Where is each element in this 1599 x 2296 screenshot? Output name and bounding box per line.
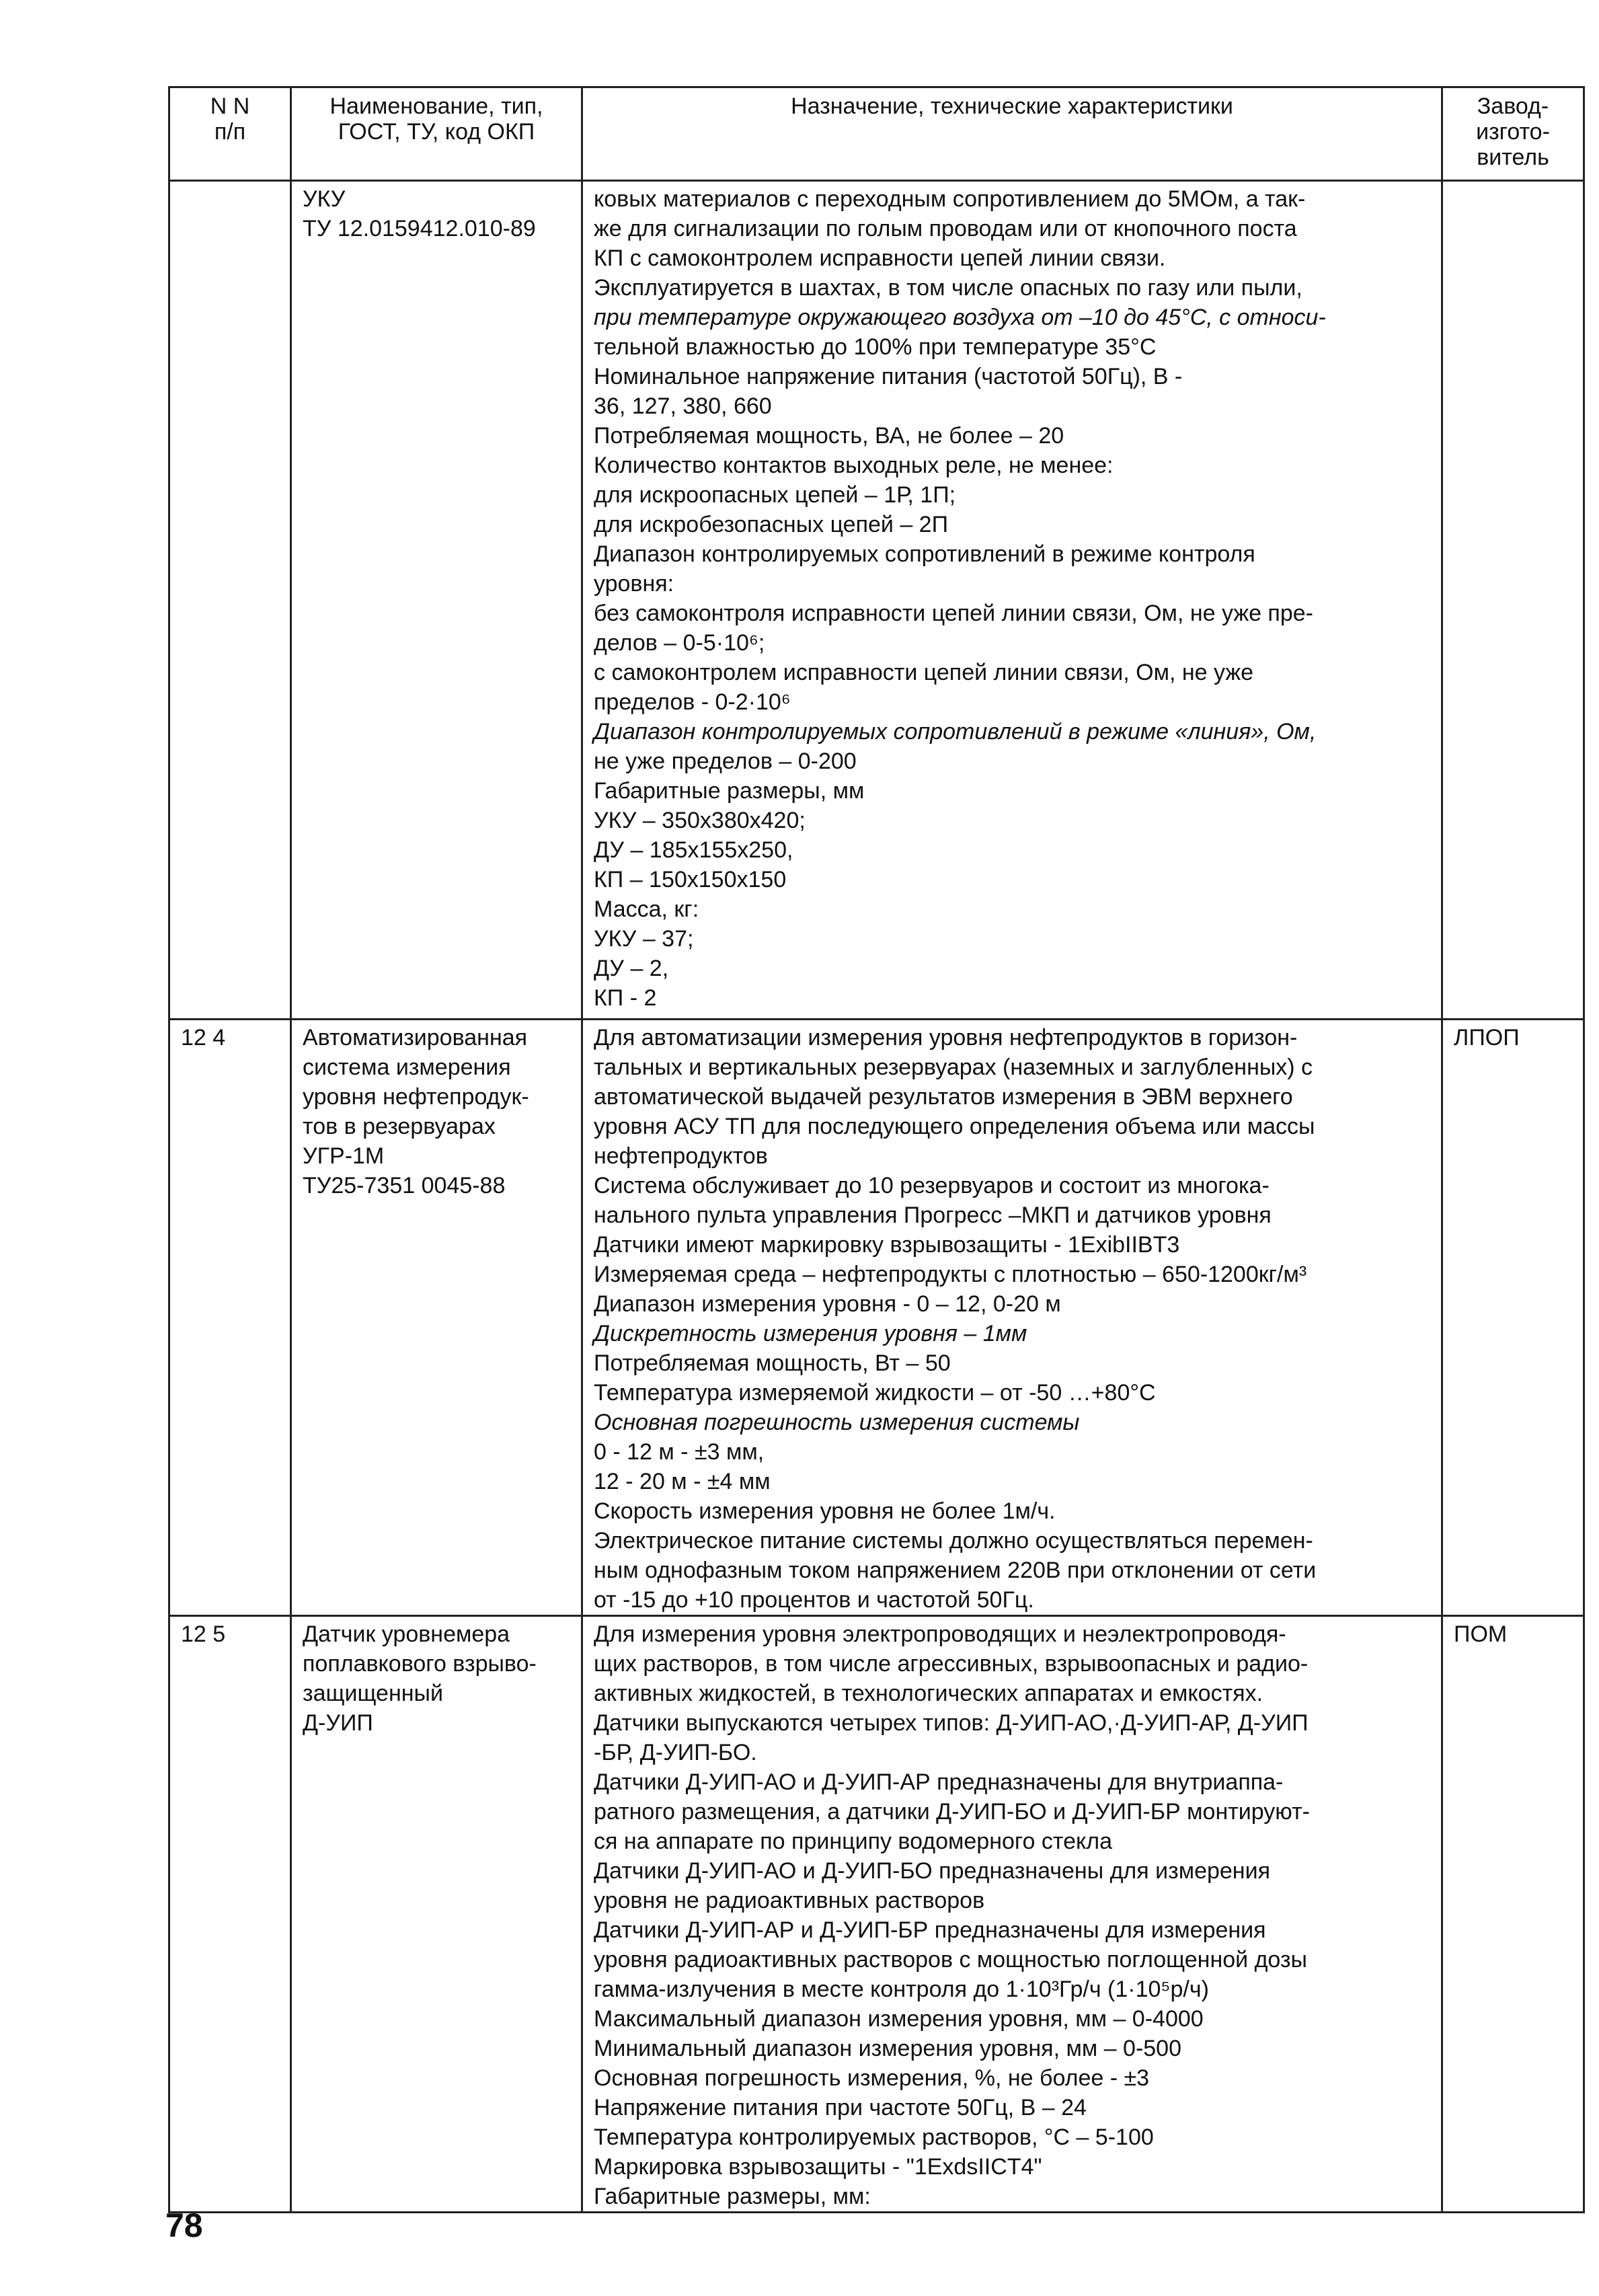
desc-line: Масса, кг: xyxy=(594,896,699,922)
desc-line: Максимальный диапазон измерения уровня, мм – 0-4000 xyxy=(594,2006,1204,2032)
desc-line: Габаритные размеры, мм: xyxy=(594,2184,871,2209)
header-name: Наименование, тип, ГОСТ, ТУ, код ОКП xyxy=(291,87,582,181)
desc-line: Основная погрешность измерения, %, не более - ±3 xyxy=(594,2065,1150,2091)
row-desc xyxy=(582,1020,1442,1616)
row-maker xyxy=(1442,181,1584,1020)
desc-line: Датчики выпускаются четырех типов: Д-УИП-АО,·Д-УИП-АР, Д-УИП xyxy=(594,1710,1309,1736)
row-desc xyxy=(582,181,1442,1020)
desc-line: Скорость измерения уровня не более 1м/ч. xyxy=(594,1498,1056,1524)
desc-line: ся на аппарате по принципу водомерного стекла xyxy=(594,1829,1113,1854)
desc-line: Датчики имеют маркировку взрывозащиты - 1ExibIIBT3 xyxy=(594,1232,1180,1258)
desc-line: Электрическое питание системы должно осуществляться перемен- xyxy=(594,1528,1313,1554)
desc-line: Датчики Д-УИП-АР и Д-УИП-БР предназначены для измерения xyxy=(594,1917,1266,1943)
desc-line: Диапазон измерения уровня - 0 – 12, 0-20 м xyxy=(594,1291,1061,1317)
desc-line: для искроопасных цепей – 1Р, 1П; xyxy=(594,482,956,508)
desc-line: УКУ – 37; xyxy=(594,926,694,952)
desc-line: Потребляемая мощность, ВА, не более – 20 xyxy=(594,423,1064,449)
desc-line: Габаритные размеры, мм xyxy=(594,778,865,804)
desc-line: Измеряемая среда – нефтепродукты с плотностью – 650-1200кг/м³ xyxy=(594,1262,1307,1287)
spec-table xyxy=(168,86,1585,2213)
desc-line: уровня не радиоактивных растворов xyxy=(594,1888,985,1913)
table-row xyxy=(169,181,1584,1020)
desc-line: ДУ – 2, xyxy=(594,956,669,981)
table-header-row xyxy=(169,87,1584,181)
desc-line: Основная погрешность измерения системы xyxy=(594,1410,1080,1435)
desc-line: ратного размещения, а датчики Д-УИП-БО и Д-УИП-БР монтируют- xyxy=(594,1799,1310,1825)
desc-line: для искробезопасных цепей – 2П xyxy=(594,512,949,537)
desc-line: Дискретность измерения уровня – 1мм xyxy=(594,1321,1027,1346)
desc-line: Датчики Д-УИП-АО и Д-УИП-БО предназначены для измерения xyxy=(594,1858,1270,1884)
desc-line: от -15 до +10 процентов и частотой 50Гц. xyxy=(594,1587,1034,1613)
desc-line: Маркировка взрывозащиты - "1ExdsIICT4" xyxy=(594,2154,1042,2180)
row-name: Автоматизированная система измерения уровня нефтепродук- тов в резервуарах УГР-1М ТУ25-7351 0045-88 xyxy=(291,1020,582,1616)
row-maker: ЛПОП xyxy=(1442,1020,1584,1616)
desc-line: пределов - 0-2·10⁶ xyxy=(594,689,791,715)
desc-line: УКУ – 350х380х420; xyxy=(594,808,806,833)
row-num xyxy=(169,181,291,1020)
desc-line: ным однофазным током напряжением 220В при отклонении от сети xyxy=(594,1558,1317,1583)
desc-line: Датчики Д-УИП-АО и Д-УИП-АР предназначены для внутриаппа- xyxy=(594,1769,1284,1795)
desc-line: без самоконтроля исправности цепей линии связи, Ом, не уже пре- xyxy=(594,601,1313,626)
row-num: 12 5 xyxy=(169,1616,291,2213)
row-name: Датчик уровнемера поплавкового взрыво- защищенный Д-УИП xyxy=(291,1616,582,2213)
desc-line: активных жидкостей, в технологических аппаратах и емкостях. xyxy=(594,1681,1263,1706)
desc-line: 36, 127, 380, 660 xyxy=(594,393,772,419)
desc-lines xyxy=(594,1619,1433,2211)
desc-line: Потребляемая мощность, Вт – 50 xyxy=(594,1350,951,1376)
desc-line: КП - 2 xyxy=(594,985,657,1011)
desc-line: уровня радиоактивных растворов с мощностью поглощенной дозы xyxy=(594,1947,1307,1973)
desc-line: КП – 150х150х150 xyxy=(594,867,787,892)
desc-line: Диапазон контролируемых сопротивлений в режиме контроля xyxy=(594,541,1255,567)
spec-table-sheet xyxy=(168,86,1550,2209)
desc-line: ДУ – 185х155х250, xyxy=(594,837,793,863)
desc-line: уровня АСУ ТП для последующего определения объема или массы xyxy=(594,1114,1315,1139)
header-maker: Завод- изгото- витель xyxy=(1442,87,1584,181)
desc-line: щих растворов, в том числе агрессивных, взрывоопасных и радио- xyxy=(594,1651,1309,1677)
table-row xyxy=(169,1616,1584,2213)
desc-line: Температура измеряемой жидкости – от -50 …+80°С xyxy=(594,1380,1156,1406)
desc-line: Количество контактов выходных реле, не менее: xyxy=(594,453,1114,478)
desc-line: Минимальный диапазон измерения уровня, мм – 0-500 xyxy=(594,2036,1181,2061)
row-maker: ПОМ xyxy=(1442,1616,1584,2213)
desc-line: с самоконтролем исправности цепей линии связи, Ом, не уже xyxy=(594,660,1254,685)
desc-line: Эксплуатируется в шахтах, в том числе опасных по газу или пыли, xyxy=(594,275,1302,301)
desc-line: тальных и вертикальных резервуарах (наземных и заглубленных) с xyxy=(594,1055,1313,1080)
desc-line: делов – 0-5·10⁶; xyxy=(594,630,765,656)
table-row xyxy=(169,1020,1584,1616)
desc-line: 12 - 20 м - ±4 мм xyxy=(594,1469,771,1494)
desc-line: Для автоматизации измерения уровня нефтепродуктов в горизон- xyxy=(594,1025,1298,1050)
desc-lines xyxy=(594,184,1433,1013)
desc-line: ковых материалов с переходным сопротивлением до 5МОм, а так- xyxy=(594,186,1306,212)
desc-line: Температура контролируемых растворов, °С – 5-100 xyxy=(594,2125,1154,2150)
desc-line: Система обслуживает до 10 резервуаров и состоит из многока- xyxy=(594,1173,1270,1198)
desc-line: Диапазон контролируемых сопротивлений в режиме «линия», Ом, xyxy=(594,719,1317,744)
row-name: УКУ ТУ 12.0159412.010-89 xyxy=(291,181,582,1020)
desc-line: Напряжение питания при частоте 50Гц, В – 24 xyxy=(594,2095,1087,2120)
header-num: N N п/п xyxy=(169,87,291,181)
desc-line: КП с самоконтролем исправности цепей линии связи. xyxy=(594,245,1166,271)
desc-lines xyxy=(594,1023,1433,1615)
desc-line: при температуре окружающего воздуха от –10 до 45°С, с относи- xyxy=(594,305,1326,330)
desc-line: 0 - 12 м - ±3 мм, xyxy=(594,1439,765,1465)
row-num: 12 4 xyxy=(169,1020,291,1616)
desc-line: автоматической выдачей результатов измерения в ЭВМ верхнего xyxy=(594,1084,1293,1110)
desc-line: -БР, Д-УИП-БО. xyxy=(594,1740,757,1765)
desc-line: Для измерения уровня электропроводящих и неэлектропроводя- xyxy=(594,1621,1286,1647)
desc-line: гамма-излучения в месте контроля до 1·10³Гр/ч (1·10⁵р/ч) xyxy=(594,1977,1209,2002)
desc-line: не уже пределов – 0-200 xyxy=(594,749,857,774)
desc-line: нального пульта управления Прогресс –МКП и датчиков уровня xyxy=(594,1202,1272,1228)
page-number: 78 xyxy=(165,2207,203,2244)
row-desc xyxy=(582,1616,1442,2213)
desc-line: уровня: xyxy=(594,571,674,597)
desc-line: нефтепродуктов xyxy=(594,1143,768,1169)
header-desc: Назначение, технические характеристики xyxy=(582,87,1442,181)
desc-line: Номинальное напряжение питания (частотой 50Гц), В - xyxy=(594,364,1183,389)
desc-line: же для сигнализации по голым проводам или от кнопочного поста xyxy=(594,216,1297,241)
desc-line: тельной влажностью до 100% при температуре 35°С xyxy=(594,334,1157,360)
